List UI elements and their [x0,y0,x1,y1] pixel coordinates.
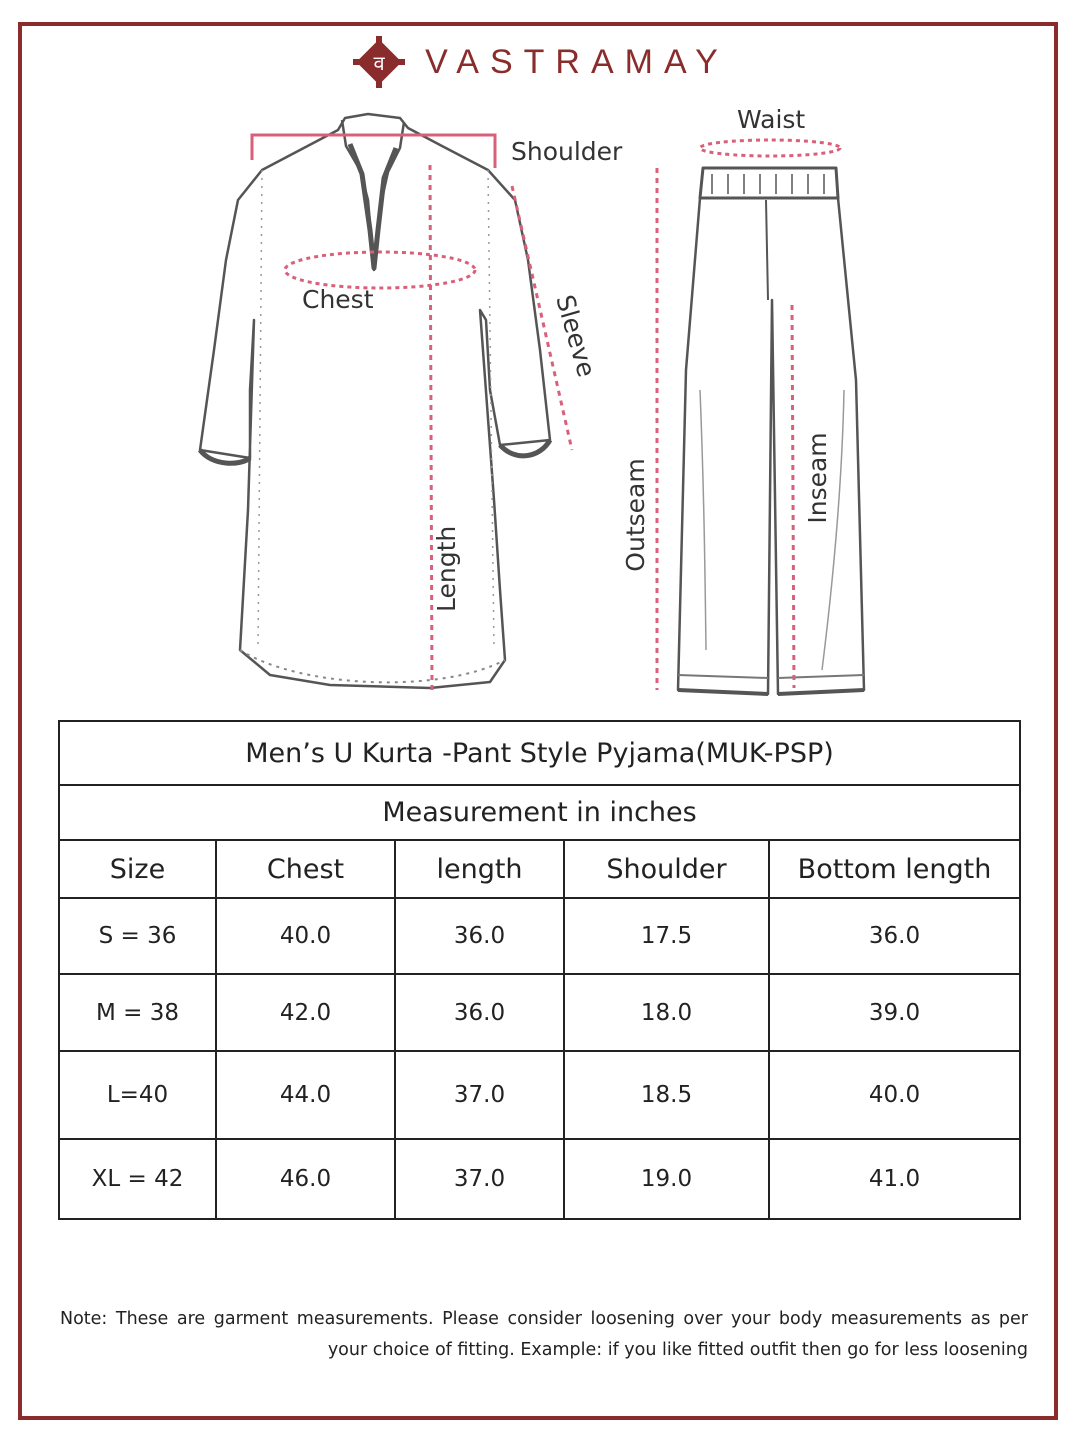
size-cell: M = 38 [59,974,216,1051]
table-row [59,1139,1020,1219]
size-cell: L=40 [59,1051,216,1139]
shoulder-cell: 18.0 [564,974,769,1051]
shoulder-guide [252,135,495,168]
kurta-drawing [200,114,550,688]
header-chest: Chest [216,840,395,898]
size-cell: S = 36 [59,898,216,974]
bottom-length-cell: 41.0 [769,1139,1020,1219]
chest-label: Chest [302,285,374,314]
brand-logo-glyph: व [373,51,385,75]
bottom-length-cell: 39.0 [769,974,1020,1051]
garment-illustration [0,90,1080,710]
shoulder-cell: 17.5 [564,898,769,974]
outseam-label: Outseam [621,458,650,572]
length-cell: 37.0 [395,1139,564,1219]
length-cell: 37.0 [395,1051,564,1139]
bottom-length-cell: 36.0 [769,898,1020,974]
shoulder-cell: 18.5 [564,1051,769,1139]
table-title-row [59,721,1020,785]
header-bottom-length: Bottom length [769,840,1020,898]
header-size: Size [59,840,216,898]
waist-guide [700,140,840,156]
shoulder-cell: 19.0 [564,1139,769,1219]
table-row [59,1051,1020,1139]
chest-cell: 42.0 [216,974,395,1051]
size-cell: XL = 42 [59,1139,216,1219]
inseam-label: Inseam [803,432,832,524]
shoulder-label: Shoulder [511,137,623,166]
length-label: Length [432,525,461,612]
inseam-guide [792,305,794,688]
table-row [59,974,1020,1051]
brand-name: VASTRAMAY [425,42,729,81]
table-row [59,898,1020,974]
table-unit-row [59,785,1020,840]
chest-guide [285,252,475,288]
table-title: Men’s U Kurta -Pant Style Pyjama(MUK-PSP) [59,721,1020,785]
bottom-length-cell: 40.0 [769,1051,1020,1139]
length-cell: 36.0 [395,974,564,1051]
brand-header [0,40,1080,84]
chest-cell: 40.0 [216,898,395,974]
chest-cell: 46.0 [216,1139,395,1219]
fitting-note: Note: These are garment measurements. Please consider loosening over your body measurements as per your choice of fitting. Example: if you like fitted outfit then go for less loosening [60,1309,1028,1360]
header-shoulder: Shoulder [564,840,769,898]
kurta-measurement-guides [252,135,572,690]
table-header-row [59,840,1020,898]
waist-label: Waist [737,105,806,134]
pyjama-drawing [678,168,864,694]
table-unit: Measurement in inches [59,785,1020,840]
length-cell: 36.0 [395,898,564,974]
sleeve-label: Sleeve [550,291,602,381]
header-length: length [395,840,564,898]
chest-cell: 44.0 [216,1051,395,1139]
brand-logo-icon [351,34,407,90]
size-chart-table [58,720,1021,1220]
